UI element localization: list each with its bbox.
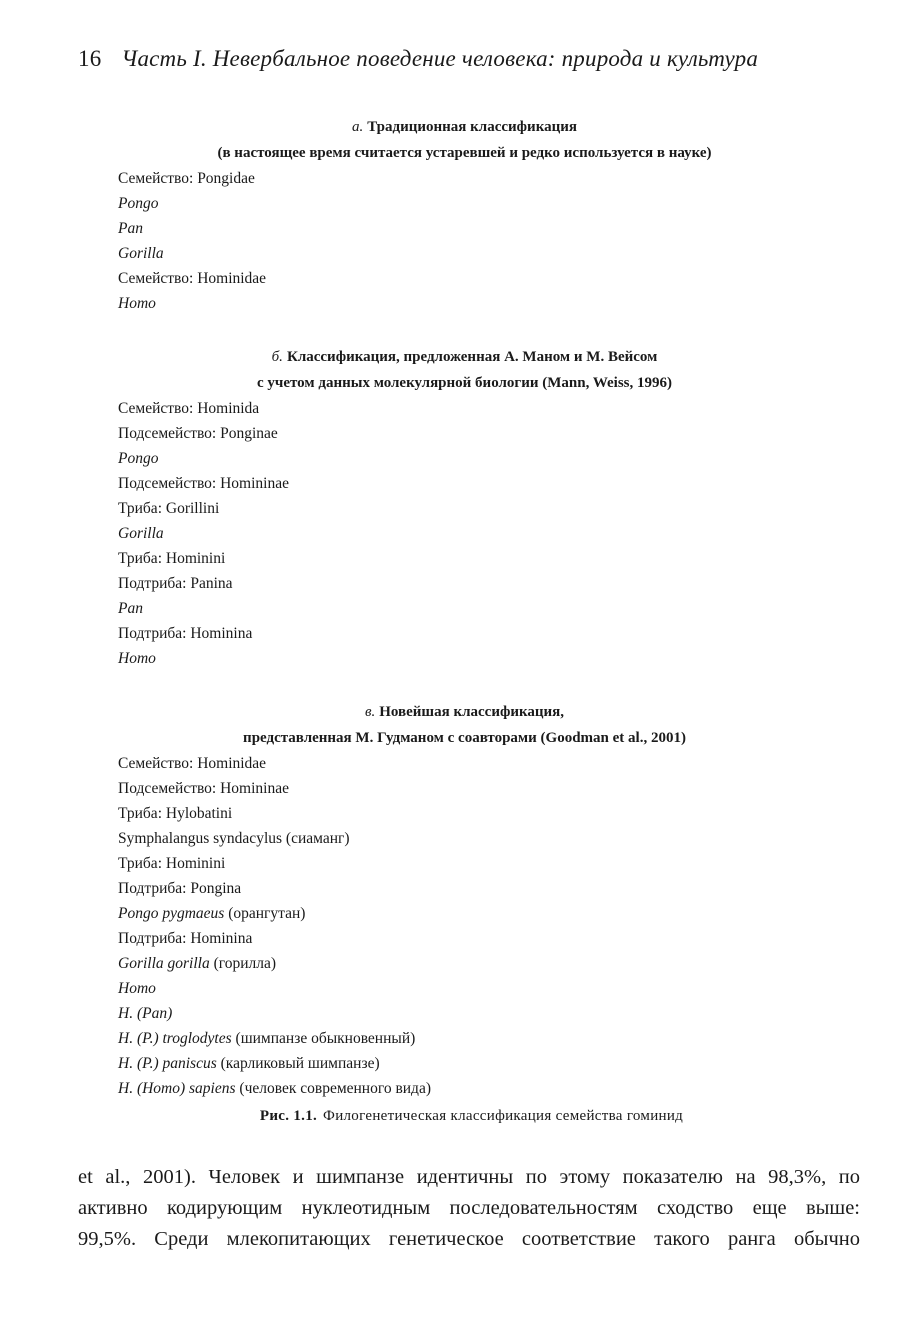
taxon-entry [118, 216, 919, 241]
taxon-entry [118, 826, 919, 851]
taxon-name-italic: H. (P.) troglodytes [118, 1030, 232, 1047]
taxon-entry [118, 446, 919, 471]
taxon-text: (человек современного вида) [235, 1080, 431, 1097]
taxon-name-italic: Homo [118, 650, 156, 667]
taxon-text: Подсемейство: Ponginae [118, 425, 278, 442]
taxon-entry [118, 241, 919, 266]
taxon-text: (карликовый шимпанзе) [216, 1055, 380, 1072]
taxon-entry [118, 851, 919, 876]
taxon-entry [118, 521, 919, 546]
taxon-entry [118, 396, 919, 421]
taxon-name-italic: Gorilla gorilla [118, 955, 210, 972]
taxon-name-italic: H. (Homo) sapiens [118, 1080, 236, 1097]
taxon-entry [118, 166, 919, 191]
taxon-text: Подтриба: Hominina [118, 625, 253, 642]
taxon-entry [118, 951, 919, 976]
taxon-name-italic: Pan [118, 220, 143, 237]
taxon-name-italic: Pongo [118, 450, 159, 467]
section-c [0, 699, 919, 1101]
taxon-entry [118, 646, 919, 671]
taxon-name-italic: Gorilla [118, 525, 164, 542]
taxon-entry [118, 976, 919, 1001]
taxon-name-italic: Pongo [118, 195, 159, 212]
figure-caption [0, 1108, 919, 1125]
section-c-entries [0, 751, 919, 1101]
taxon-entry [118, 291, 919, 316]
taxon-text: (шимпанзе обыкновенный) [231, 1030, 416, 1047]
taxon-entry [118, 876, 919, 901]
section-c-title-line2: представленная М. Гудманом с соавторами (Goodman et al., 2001) [243, 730, 686, 746]
taxon-text: Подтриба: Panina [118, 575, 233, 592]
page-number: 16 [78, 46, 102, 71]
taxon-entry [118, 596, 919, 621]
body-paragraph [78, 1162, 860, 1255]
taxon-text: Подтриба: Pongina [118, 880, 242, 897]
figure-label: Рис. 1.1. [259, 1108, 318, 1124]
taxon-entry [118, 1051, 919, 1076]
section-c-marker: в. [364, 704, 376, 720]
taxon-name-italic: Homo [118, 295, 156, 312]
section-a-title-line1: а. Традиционная классификация [351, 119, 578, 135]
taxon-text: Подсемейство: Homininae [118, 475, 289, 492]
taxon-name-italic: H. (Pan) [118, 1005, 173, 1022]
body-line: et al., 2001). Человек и шимпанзе идентичны по этому показателю на 98,3%, по [78, 1166, 860, 1188]
taxon-text: Symphalangus syndacylus (сиаманг) [118, 830, 350, 847]
taxon-entry [118, 776, 919, 801]
section-a [0, 114, 919, 316]
taxon-entry [118, 901, 919, 926]
taxon-text: (орангутан) [224, 905, 306, 922]
section-b-title-line2: с учетом данных молекулярной биологии (Mann, Weiss, 1996) [256, 375, 672, 391]
section-b [0, 344, 919, 671]
taxon-entry [118, 571, 919, 596]
running-header [78, 46, 758, 72]
section-a-entries [0, 166, 919, 316]
taxon-name-italic: Pongo pygmaeus [118, 905, 225, 922]
section-b-marker: б. [271, 349, 283, 365]
taxon-entry [118, 751, 919, 776]
taxon-text: Триба: Hylobatini [118, 805, 233, 822]
taxon-text: Триба: Gorillini [118, 500, 220, 517]
body-line: активно кодирующим нуклеотидным последовательностям сходство еще выше: [78, 1197, 860, 1219]
taxon-text: Семейство: Hominidae [118, 270, 267, 287]
section-a-title-line2: (в настоящее время считается устаревшей и редко используется в науке) [217, 145, 712, 161]
taxon-text: Триба: Hominini [118, 550, 226, 567]
taxon-text: Подсемейство: Homininae [118, 780, 289, 797]
taxon-text: Триба: Hominini [118, 855, 226, 872]
taxon-name-italic: Gorilla [118, 245, 164, 262]
taxon-text: Подтриба: Hominina [118, 930, 253, 947]
taxon-entry [118, 1076, 919, 1101]
taxon-entry [118, 266, 919, 291]
section-b-title-line1: б. Классификация, предложенная А. Маном и М. Вейсом [271, 349, 658, 365]
taxon-entry [118, 496, 919, 521]
taxon-entry [118, 1026, 919, 1051]
taxon-entry [118, 1001, 919, 1026]
section-a-marker: а. [351, 119, 364, 135]
taxon-text: Семейство: Hominidae [118, 755, 267, 772]
taxon-entry [118, 926, 919, 951]
body-line: 99,5%. Среди млекопитающих генетическое соответствие такого ранга обычно [78, 1228, 860, 1250]
taxon-entry [118, 421, 919, 446]
taxon-text: Семейство: Hominida [118, 400, 260, 417]
taxon-entry [118, 471, 919, 496]
running-title: Часть I. Невербальное поведение человека: природа и культура [121, 46, 759, 71]
figure-caption-text: Филогенетическая классификация семейства гоминид [323, 1108, 684, 1124]
taxon-name-italic: Homo [118, 980, 156, 997]
section-c-title-line1: в. Новейшая классификация, [364, 704, 565, 720]
taxon-name-italic: Pan [118, 600, 143, 617]
taxon-text: (горилла) [209, 955, 277, 972]
taxon-name-italic: H. (P.) paniscus [118, 1055, 217, 1072]
taxon-text: Семейство: Pongidae [118, 170, 255, 187]
section-b-entries [0, 396, 919, 671]
taxon-entry [118, 801, 919, 826]
taxon-entry [118, 546, 919, 571]
taxon-entry [118, 621, 919, 646]
taxon-entry [118, 191, 919, 216]
